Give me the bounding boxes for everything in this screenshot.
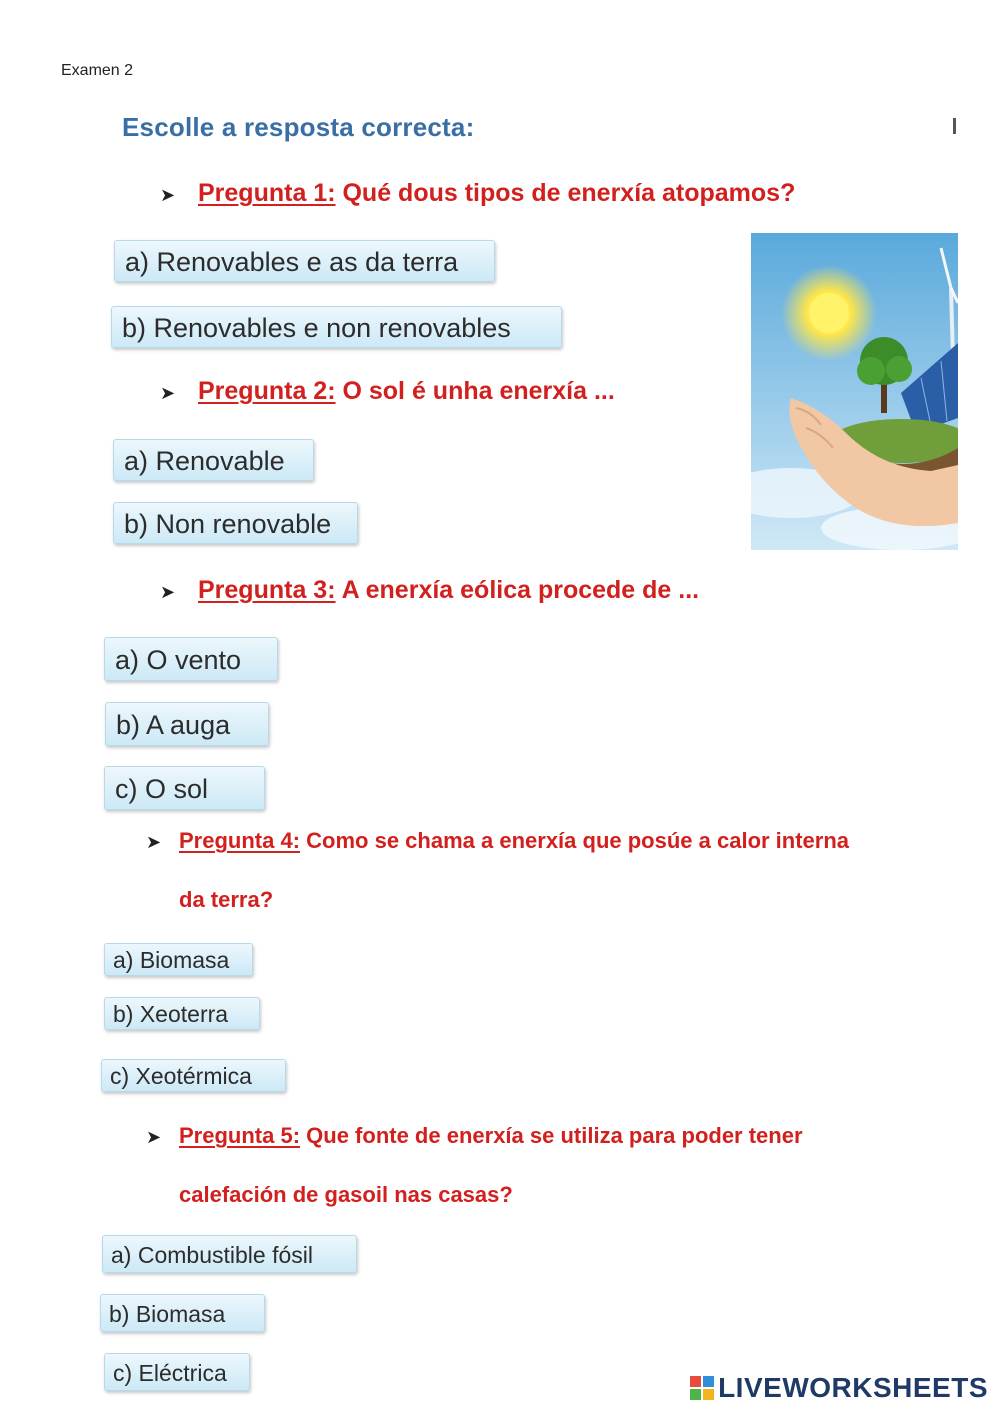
q3-option-a[interactable]: a) O vento	[104, 637, 278, 681]
question-text: Qué dous tipos de enerxía atopamos?	[342, 179, 796, 207]
q5-option-b[interactable]: b) Biomasa	[100, 1294, 265, 1332]
question-label: Pregunta 3:	[198, 576, 336, 604]
question-label: Pregunta 5:	[179, 1123, 301, 1148]
question-label: Pregunta 2:	[198, 377, 336, 405]
question-label: Pregunta 1:	[198, 179, 336, 207]
question-2	[160, 376, 615, 408]
renewable-energy-illustration	[751, 233, 958, 550]
q3-option-b[interactable]: b) A auga	[105, 702, 269, 746]
question-5	[146, 1121, 803, 1152]
question-3	[160, 575, 699, 607]
grid-logo-icon	[690, 1376, 714, 1400]
q2-option-b[interactable]: b) Non renovable	[113, 502, 358, 544]
logo-text: LIVEWORKSHEETS	[718, 1372, 988, 1403]
question-text: Como se chama a enerxía que posúe a calor interna	[306, 828, 850, 853]
question-4	[146, 826, 849, 857]
liveworksheets-logo	[690, 1372, 988, 1404]
q4-option-b[interactable]: b) Xeoterra	[104, 997, 260, 1030]
q2-option-a[interactable]: a) Renovable	[113, 439, 314, 481]
question-text: Que fonte de enerxía se utiliza para poder tener	[306, 1123, 803, 1148]
arrow-bullet-icon: ➤	[146, 832, 162, 852]
stray-mark	[953, 118, 956, 134]
arrow-bullet-icon: ➤	[146, 1127, 162, 1147]
question-text: A enerxía eólica procede de ...	[341, 576, 700, 604]
arrow-bullet-icon: ➤	[160, 383, 176, 403]
q4-option-c[interactable]: c) Xeotérmica	[101, 1059, 286, 1092]
question-1	[160, 178, 795, 210]
q5-option-a[interactable]: a) Combustible fósil	[102, 1235, 357, 1273]
q1-option-b[interactable]: b) Renovables e non renovables	[111, 306, 562, 348]
q4-option-a[interactable]: a) Biomasa	[104, 943, 253, 976]
question-label: Pregunta 4:	[179, 828, 301, 853]
hand-globe-icon	[751, 233, 958, 550]
q3-option-c[interactable]: c) O sol	[104, 766, 265, 810]
instruction-heading: Escolle a resposta correcta:	[122, 112, 475, 142]
arrow-bullet-icon: ➤	[160, 185, 176, 205]
arrow-bullet-icon: ➤	[160, 582, 176, 602]
question-text: O sol é unha enerxía ...	[342, 377, 615, 405]
question-5-continuation: calefación de gasoil nas casas?	[179, 1182, 513, 1207]
q1-option-a[interactable]: a) Renovables e as da terra	[114, 240, 495, 282]
document-label: Examen 2	[61, 62, 134, 79]
question-4-continuation: da terra?	[179, 887, 274, 912]
q5-option-c[interactable]: c) Eléctrica	[104, 1353, 250, 1391]
